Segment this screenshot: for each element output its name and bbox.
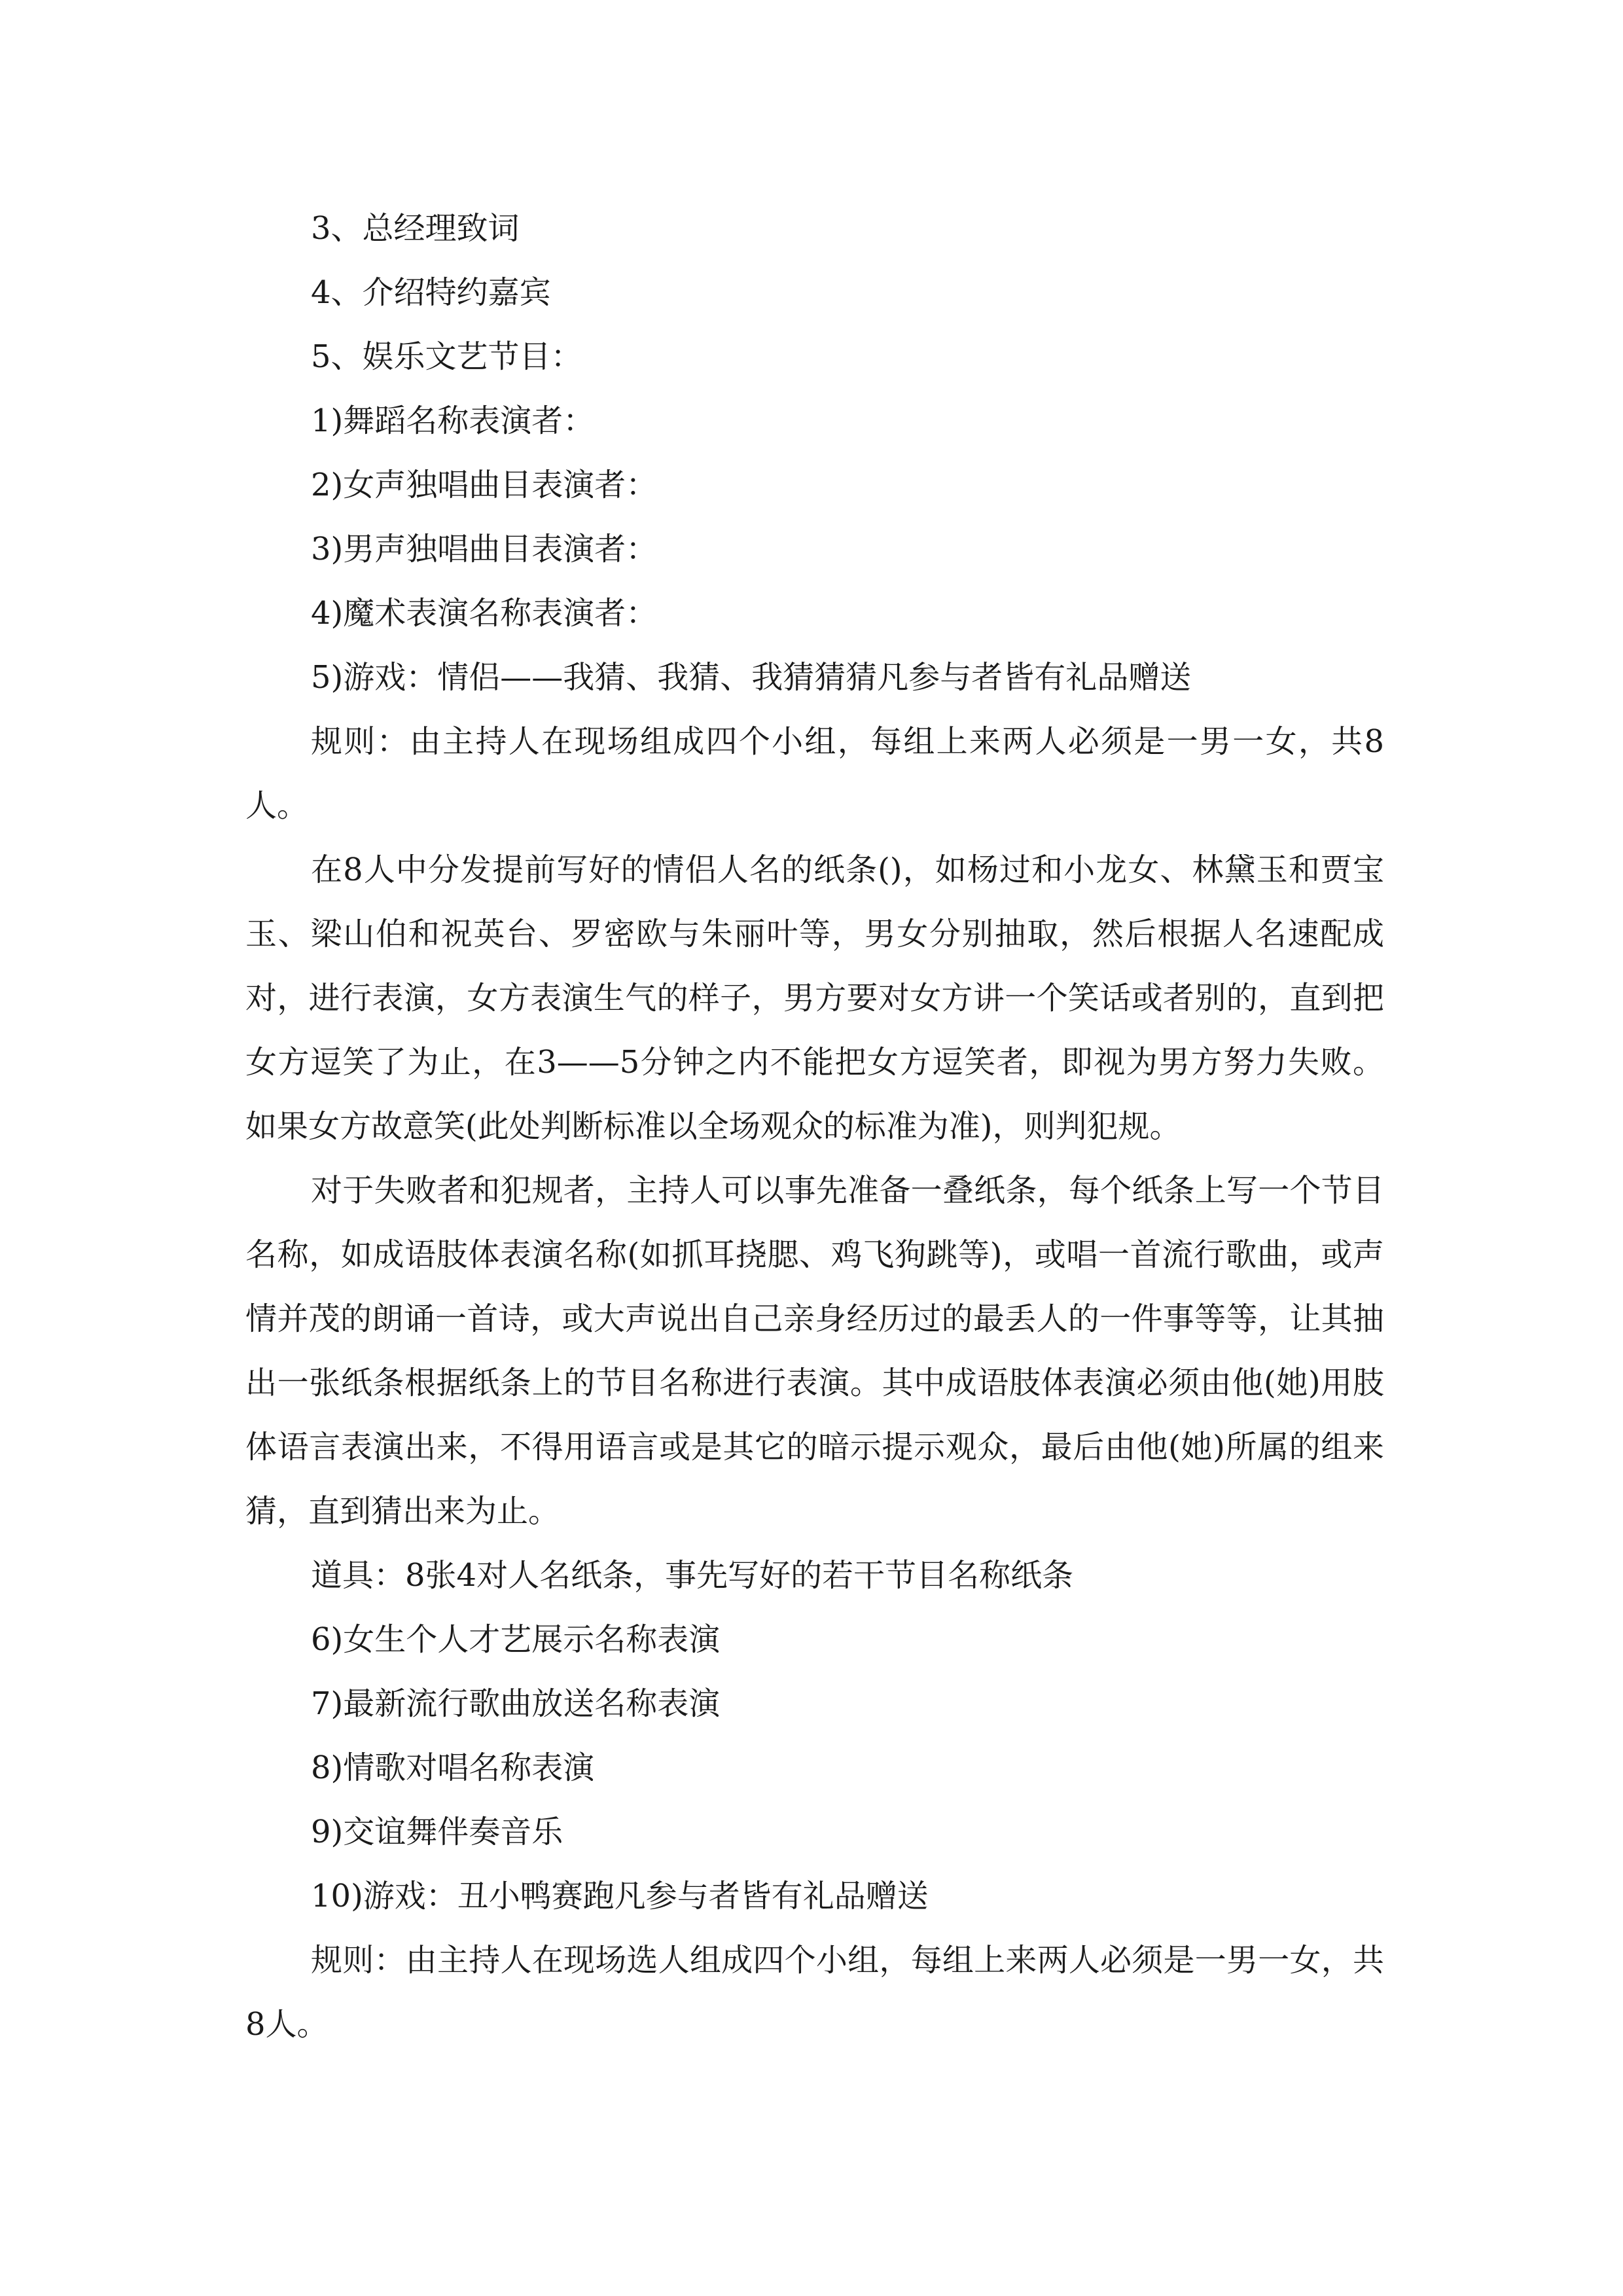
- list-item: 7)最新流行歌曲放送名称表演: [311, 1685, 721, 1722]
- list-item: 5、娱乐文艺节目：: [311, 338, 582, 375]
- list-item: 4、介绍特约嘉宾: [311, 274, 551, 311]
- props-line: 道具：8张4对人名纸条，事先写好的若干节目名称纸条: [311, 1557, 1074, 1594]
- list-item: 10)游戏：丑小鸭赛跑凡参与者皆有礼品赠送: [311, 1878, 929, 1914]
- list-item: 5)游戏：情侣——我猜、我猜、我猜猜猜凡参与者皆有礼品赠送: [311, 659, 1192, 696]
- penalty-paragraph: 对于失败者和犯规者，主持人可以事先准备一叠纸条，每个纸条上写一个节目名称，如成语肢体表演名称(如抓耳挠腮、鸡飞狗跳等)，或唱一首流行歌曲，或声情并茂的朗诵一首诗，或大声说出自己亲身经历过的最丢人的一件事等等，让其抽出一张纸条根据纸条上的节目名称进行表演。其中成语肢体表演必须由他(她)用肢体语言表演出来，不得用语言或是其它的暗示提示观众，最后由他(她)所属的组来猜，直到猜出来为止。: [245, 1172, 1384, 1530]
- document-body: [245, 196, 1384, 2056]
- list-item: 4)魔术表演名称表演者：: [311, 595, 658, 632]
- list-item: 6)女生个人才艺展示名称表演: [311, 1621, 721, 1658]
- rules-paragraph: 规则：由主持人在现场组成四个小组，每组上来两人必须是一男一女，共8人。: [245, 723, 1384, 824]
- list-item: 3)男声独唱曲目表演者：: [311, 531, 658, 567]
- game-description-paragraph: 在8人中分发提前写好的情侣人名的纸条()，如杨过和小龙女、林黛玉和贾宝玉、梁山伯和祝英台、罗密欧与朱丽叶等，男女分别抽取，然后根据人名速配成对，进行表演，女方表演生气的样子，男方要对女方讲一个笑话或者别的，直到把女方逗笑了为止，在3——5分钟之内不能把女方逗笑者，即视为男方努力失败。如果女方故意笑(此处判断标准以全场观众的标准为准)，则判犯规。: [245, 852, 1384, 1145]
- list-item: 3、总经理致词: [311, 210, 520, 247]
- final-rules-paragraph: 规则：由主持人在现场选人组成四个小组，每组上来两人必须是一男一女，共8人。: [245, 1942, 1384, 2043]
- list-item: 9)交谊舞伴奏音乐: [311, 1814, 563, 1850]
- list-item: 1)舞蹈名称表演者：: [311, 403, 595, 439]
- list-item: 2)女声独唱曲目表演者：: [311, 467, 658, 503]
- list-item: 8)情歌对唱名称表演: [311, 1749, 595, 1786]
